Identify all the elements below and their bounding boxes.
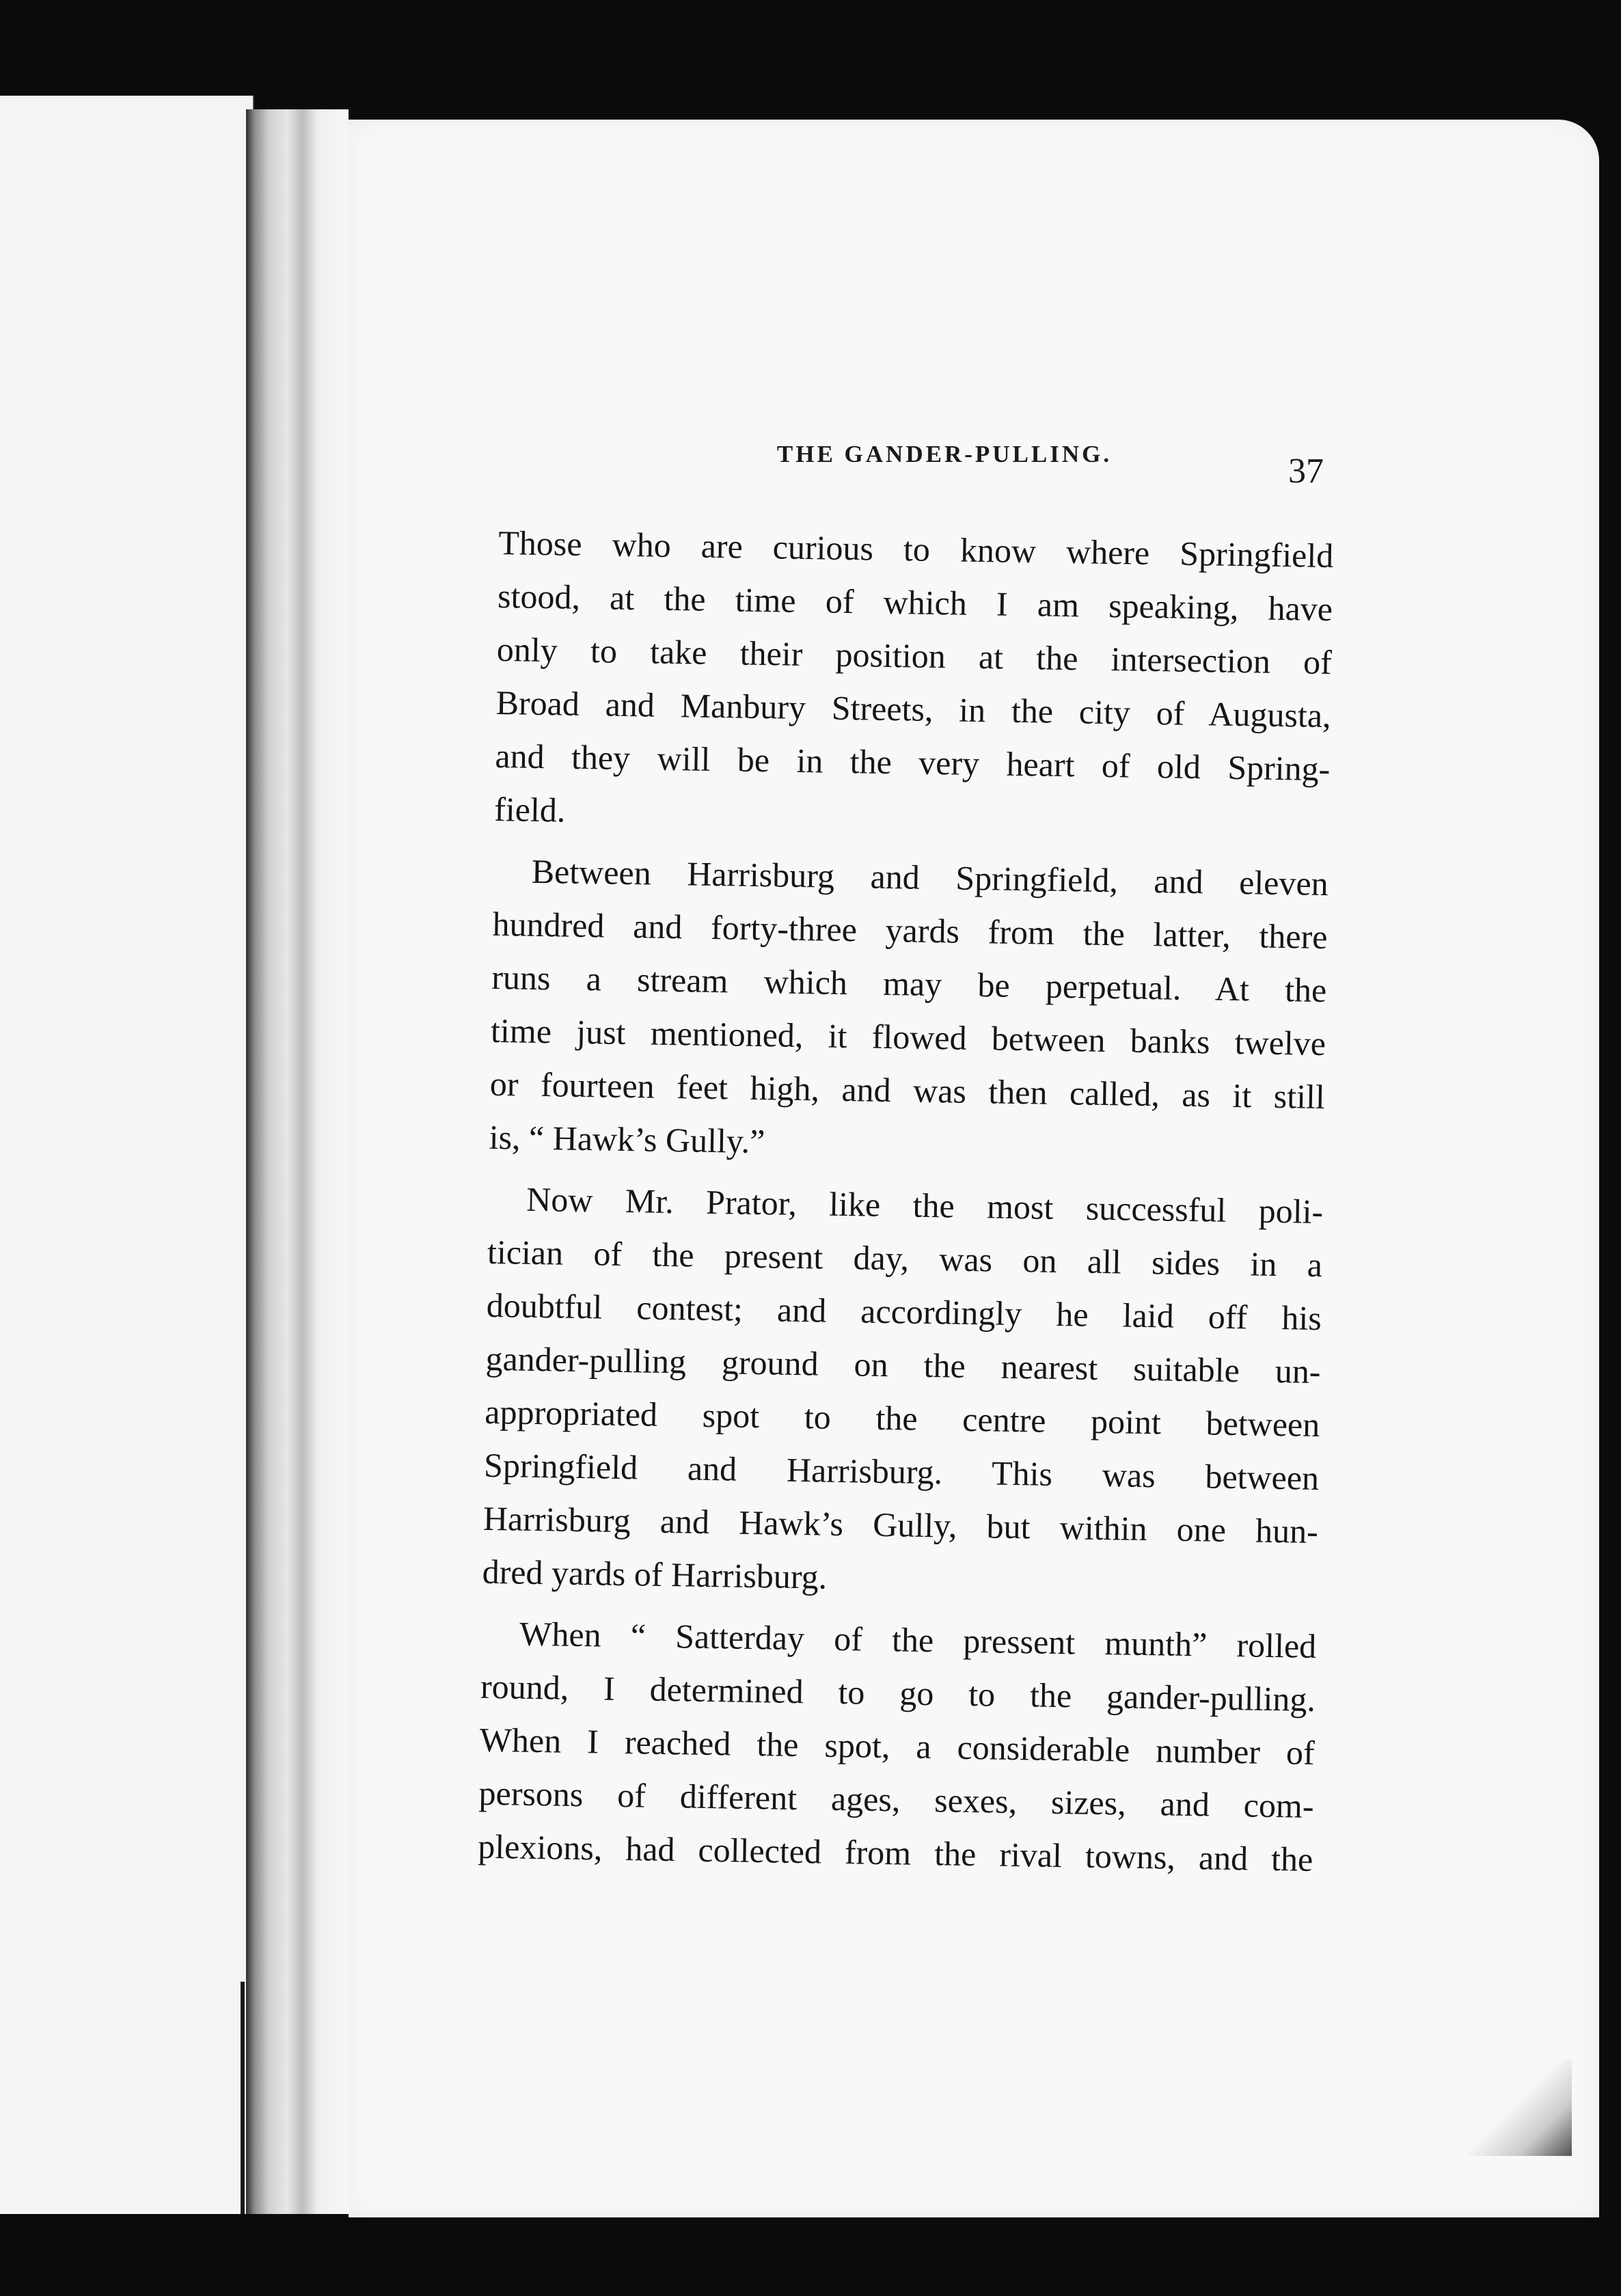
body-text xyxy=(478,516,1334,1886)
spine-edge xyxy=(241,1982,245,2214)
text-line: doubtful contest; and accordingly he laid off his xyxy=(486,1285,1322,1338)
text-line: Now Mr. Prator, like the most successful poli- xyxy=(526,1179,1324,1231)
text-line: Those who are curious to know where Springfield xyxy=(498,523,1334,575)
page-number: 37 xyxy=(1288,452,1324,491)
running-head: THE GANDER-PULLING. xyxy=(776,441,1113,467)
text-line: or fourteen feet high, and was then called, as it still xyxy=(489,1064,1326,1117)
text-line: round, I determined to go to the gander-pulling. xyxy=(480,1667,1316,1719)
text-line: When I reached the spot, a considerable number of xyxy=(479,1720,1316,1772)
text-line: is, “ Hawk’s Gully.” xyxy=(489,1117,765,1161)
text-line: Springfield and Harrisburg. This was between xyxy=(483,1445,1320,1498)
text-line: tician of the present day, was on all sides in a xyxy=(487,1232,1323,1285)
text-line: Between Harrisburg and Springfield, and eleven xyxy=(531,851,1329,903)
text-line: field. xyxy=(493,789,566,830)
text-line: time just mentioned, it flowed between banks twelve xyxy=(490,1011,1326,1063)
text-line: only to take their position at the intersection of xyxy=(496,629,1333,682)
text-line: and they will be in the very heart of old Spring- xyxy=(495,736,1331,789)
text-line: plexions, had collected from the rival towns, and the xyxy=(477,1827,1313,1878)
text-line: hundred and forty-three yards from the latter, there xyxy=(492,904,1328,957)
text-line: Harrisburg and Hawk’s Gully, but within one hun- xyxy=(482,1499,1319,1551)
text-line: Broad and Manbury Streets, in the city of Augusta, xyxy=(495,683,1332,735)
text-line: gander-pulling ground on the nearest suitable un- xyxy=(485,1339,1321,1391)
text-line: stood, at the time of which I am speaking, have xyxy=(497,576,1333,629)
text-line: persons of different ages, sexes, sizes, and com- xyxy=(478,1773,1314,1825)
text-line: appropriated spot to the centre point between xyxy=(484,1392,1320,1445)
facing-page-left xyxy=(0,96,254,2214)
text-line: runs a stream which may be perpetual. At the xyxy=(491,957,1327,1010)
book-gutter xyxy=(246,109,349,2214)
text-line: dred yards of Harrisburg. xyxy=(482,1552,828,1596)
page-corner-shadow xyxy=(1449,2060,1572,2156)
text-line: When “ Satterday of the pressent munth” rolled xyxy=(519,1614,1317,1665)
